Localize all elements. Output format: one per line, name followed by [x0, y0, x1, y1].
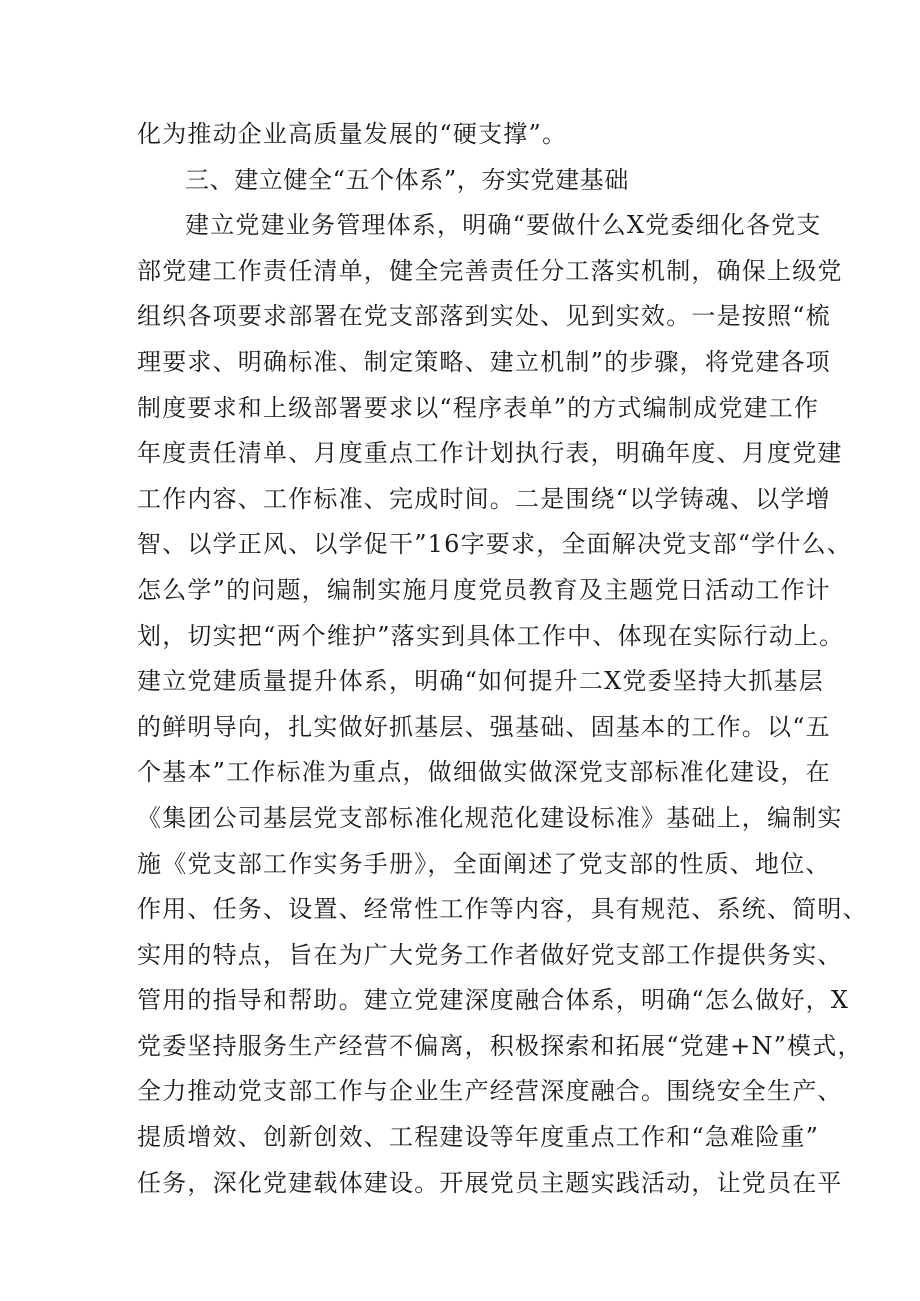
text-line: 管用的指导和帮助。建立党建深度融合体系，明确“怎么做好，X	[137, 986, 850, 1015]
text-line: 划，切实把“两个维护”落实到具体工作中、体现在实际行动上。	[137, 621, 845, 650]
text-line: 全力推动党支部工作与企业生产经营深度融合。围绕安全生产、	[137, 1077, 843, 1106]
text-line: 化为推动企业高质量发展的“硬支撑”。	[137, 120, 568, 148]
text-line: 工作内容、工作标准、完成时间。二是围绕“以学铸魂、以学增	[137, 484, 831, 513]
text-line: 制度要求和上级部署要求以“程序表单”的方式编制成党建工作	[137, 393, 820, 422]
text-line: 实用的特点，旨在为广大党务工作者做好党支部工作提供务实、	[137, 940, 843, 969]
text-line: 党委坚持服务生产经营不偏离，积极探索和拓展“党建+N”模式，	[137, 1031, 863, 1060]
text-line: 年度责任清单、月度重点工作计划执行表，明确年度、月度党建	[137, 439, 843, 468]
text-line: 提质增效、创新创效、工程建设等年度重点工作和“急难险重”	[137, 1123, 820, 1152]
text-line: 任务，深化党建载体建设。开展党员主题实践活动，让党员在平	[137, 1168, 843, 1197]
text-line: 建立党建质量提升体系，明确“如何提升二X党委坚持大抓基层	[137, 667, 824, 696]
text-line: 部党建工作责任清单，健全完善责任分工落实机制，确保上级党	[137, 256, 843, 285]
text-line: 智、以学正风、以学促干”16字要求，全面解决党支部“学什么、	[137, 530, 853, 559]
text-line: 怎么学”的问题，编制实施月度党员教育及主题党日活动工作计	[137, 575, 831, 604]
section-heading: 三、建立健全“五个体系”，夯实党建基础	[185, 165, 629, 194]
text-line: 组织各项要求部署在党支部落到实处、见到实效。一是按照“梳	[137, 302, 831, 331]
text-line: 建立党建业务管理体系，明确“要做什么X党委细化各党支	[185, 211, 822, 240]
text-line: 的鲜明导向，扎实做好抓基层、强基础、固基本的工作。以“五	[137, 712, 831, 741]
text-line: 个基本”工作标准为重点，做细做实做深党支部标准化建设，在	[137, 758, 831, 787]
text-line: 《集团公司基层党支部标准化规范化建设标准》基础上，编制实	[137, 803, 843, 832]
body-text	[137, 112, 868, 1206]
text-line: 作用、任务、设置、经常性工作等内容，具有规范、系统、简明、	[137, 895, 868, 924]
text-line: 理要求、明确标准、制定策略、建立机制”的步骤，将党建各项	[137, 347, 831, 376]
text-line: 施《党支部工作实务手册》，全面阐述了党支部的性质、地位、	[137, 849, 831, 878]
